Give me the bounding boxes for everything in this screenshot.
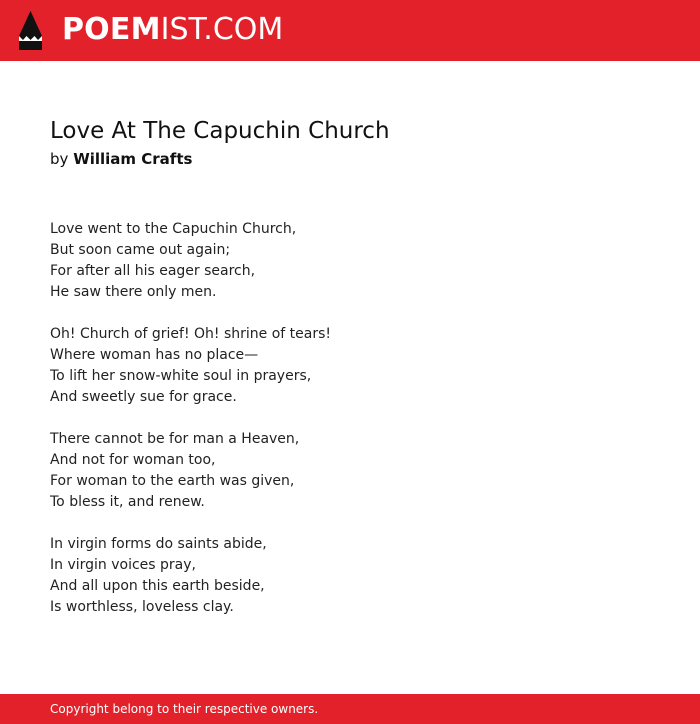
pencil-icon <box>18 10 43 51</box>
site-header <box>0 0 700 61</box>
poem-line: And not for woman too, <box>50 452 216 468</box>
poem-line: To bless it, and renew. <box>50 494 205 510</box>
byline <box>50 149 192 169</box>
site-footer <box>0 694 700 724</box>
stanza <box>50 534 331 618</box>
poem-line: Is worthless, loveless clay. <box>50 599 234 615</box>
stanza <box>50 429 331 513</box>
by-label: by <box>50 150 69 168</box>
poem-line: He saw there only men. <box>50 284 217 300</box>
poem-body <box>50 219 331 639</box>
poem-line: Where woman has no place— <box>50 347 259 363</box>
poem-line: In virgin voices pray, <box>50 557 196 573</box>
poem-line: To lift her snow-white soul in prayers, <box>50 368 312 384</box>
brand-light: IST.COM <box>160 12 284 47</box>
poem-line: And sweetly sue for grace. <box>50 389 237 405</box>
poem-line: Love went to the Capuchin Church, <box>50 221 297 237</box>
poem-line: And all upon this earth beside, <box>50 578 265 594</box>
stanza <box>50 324 331 408</box>
poem-title: Love At The Capuchin Church <box>50 118 390 144</box>
poem-line: For after all his eager search, <box>50 263 256 279</box>
author-name: William Crafts <box>73 150 193 168</box>
brand-bold: POEM <box>62 12 161 47</box>
poem-line: In virgin forms do saints abide, <box>50 536 267 552</box>
poem-line: There cannot be for man a Heaven, <box>50 431 300 447</box>
copyright-text: Copyright belong to their respective owners. <box>50 702 319 716</box>
site-logo-text <box>62 12 283 48</box>
poem-line: For woman to the earth was given, <box>50 473 295 489</box>
poem-line: But soon came out again; <box>50 242 231 258</box>
stanza <box>50 219 331 303</box>
poem-line: Oh! Church of grief! Oh! shrine of tears! <box>50 326 332 342</box>
